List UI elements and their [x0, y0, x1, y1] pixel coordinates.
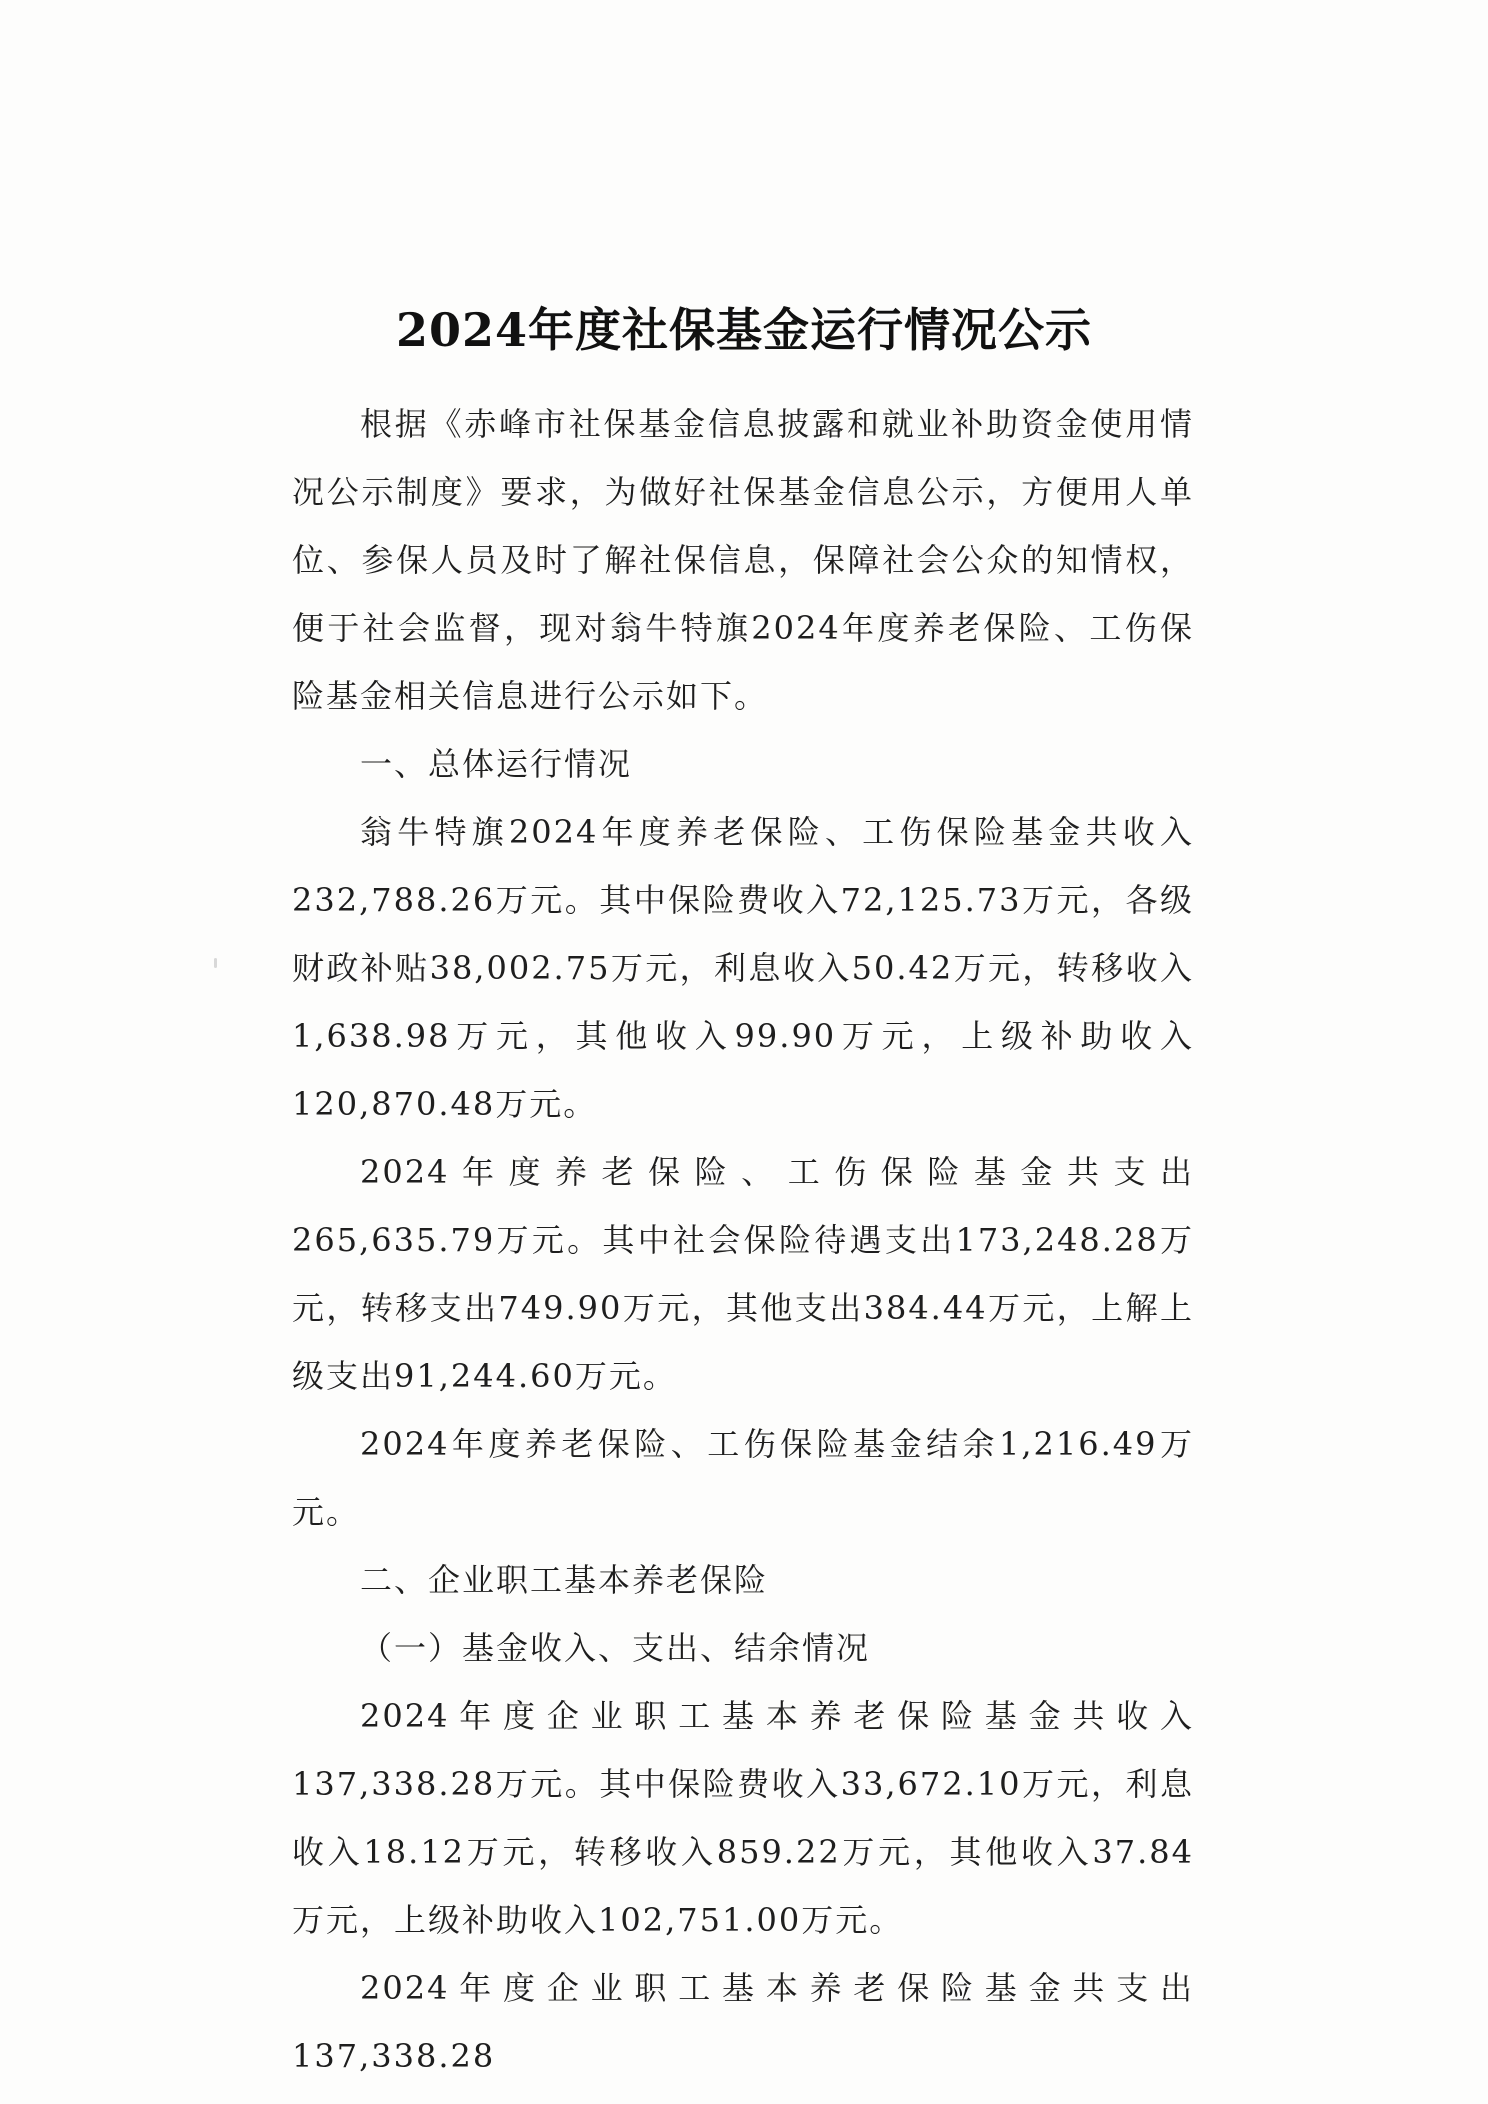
section-2-expense-paragraph: 2024年度企业职工基本养老保险基金共支出137,338.28: [292, 1969, 1194, 2075]
section-2-income-paragraph: 2024年度企业职工基本养老保险基金共收入137,338.28万元。其中保险费收入33,672.10万元，利息收入18.12万元，转移收入859.22万元，其他收入37.84万元，上级补助收入102,751.00万元。: [292, 1697, 1194, 1939]
intro-paragraph: 根据《赤峰市社保基金信息披露和就业补助资金使用情况公示制度》要求，为做好社保基金信息公示，方便用人单位、参保人员及时了解社保信息，保障社会公众的知情权，便于社会监督，现对翁牛特旗2024年度养老保险、工伤保险基金相关信息进行公示如下。: [292, 405, 1194, 715]
section-2-heading: 二、企业职工基本养老保险: [360, 1561, 769, 1599]
section-1-heading: 一、总体运行情况: [360, 745, 633, 783]
section-2-subheading-1: （一）基金收入、支出、结余情况: [360, 1629, 871, 1667]
document-body: [292, 390, 1194, 2090]
section-1-balance-paragraph: 2024年度养老保险、工伤保险基金结余1,216.49万元。: [292, 1425, 1194, 1531]
section-1-expense-paragraph: 2024年度养老保险、工伤保险基金共支出265,635.79万元。其中社会保险待遇支出173,248.28万元，转移支出749.90万元，其他支出384.44万元，上解上级支出91,244.60万元。: [292, 1153, 1194, 1395]
section-1-income-paragraph: 翁牛特旗2024年度养老保险、工伤保险基金共收入232,788.26万元。其中保险费收入72,125.73万元，各级财政补贴38,002.75万元，利息收入50.42万元，转移收入1,638.98万元，其他收入99.90万元，上级补助收入120,870.48万元。: [292, 813, 1194, 1123]
document-title: 2024年度社保基金运行情况公示: [395, 303, 1093, 357]
scan-speck: [214, 958, 217, 968]
